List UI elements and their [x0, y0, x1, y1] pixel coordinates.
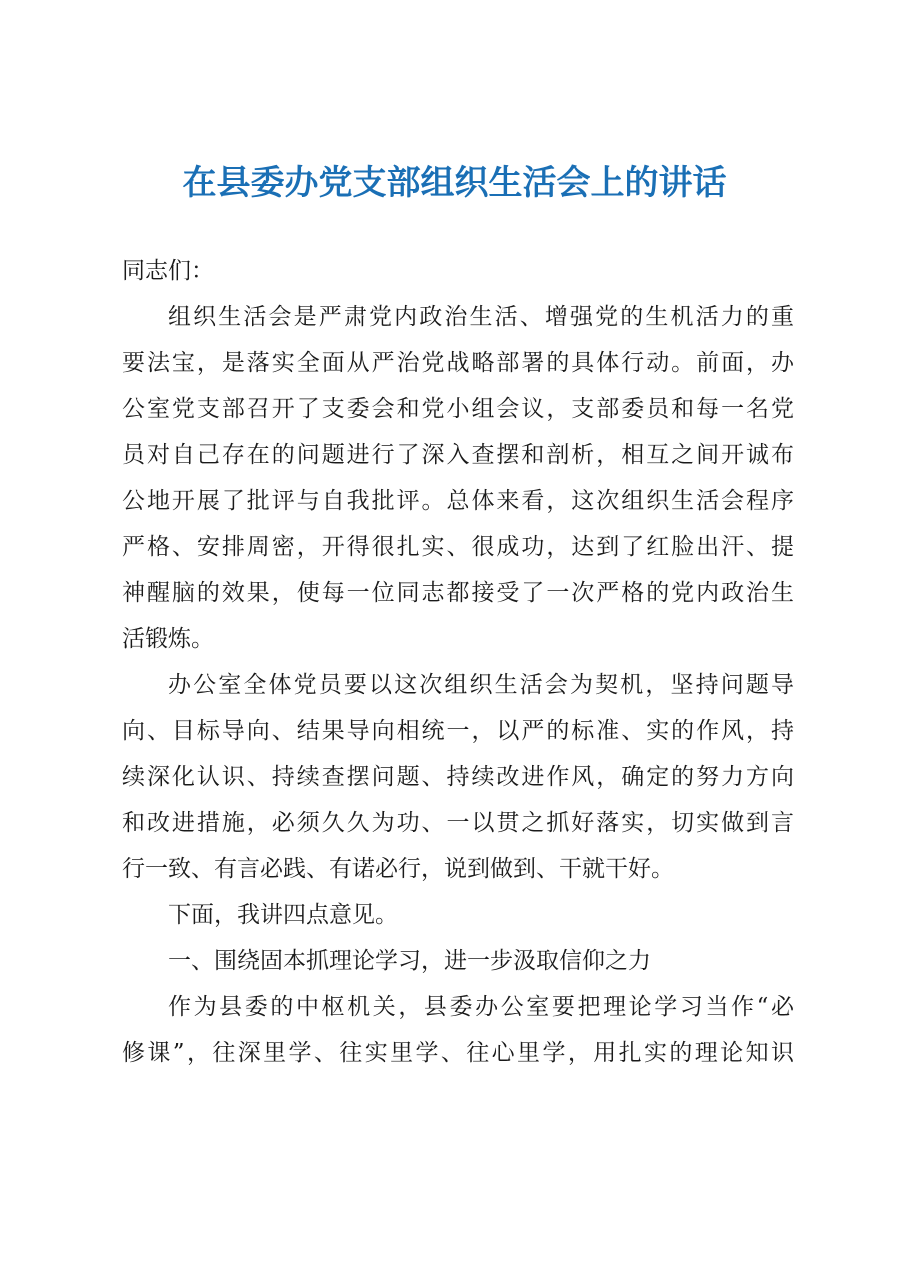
paragraph-line: 作为县委的中枢机关，县委办公室要把理论学习当作“必: [168, 994, 794, 1020]
paragraph-line: 向、目标导向、结果导向相统一，以严的标准、实的作风，持: [122, 718, 794, 744]
section-heading: [122, 938, 794, 984]
salutation: 同志们：: [122, 258, 214, 284]
paragraph-line: 行一致、有言必践、有诺必行，说到做到、干就干好。: [122, 856, 674, 882]
paragraph-line: 修课”，往深里学、往实里学、往心里学，用扎实的理论知识: [122, 1040, 794, 1066]
document-title: 在县委办党支部组织生活会上的讲话: [182, 163, 727, 203]
paragraph: [122, 294, 794, 662]
paragraph-line: 员对自己存在的问题进行了深入查摆和剖析，相互之间开诚布: [122, 442, 794, 468]
paragraph-line: 神醒脑的效果，使每一位同志都接受了一次严格的党内政治生: [122, 580, 794, 606]
paragraph-line: 要法宝，是落实全面从严治党战略部署的具体行动。前面，办: [122, 350, 794, 376]
paragraph: [122, 892, 794, 938]
paragraph-line: 组织生活会是严肃党内政治生活、增强党的生机活力的重: [168, 304, 794, 330]
paragraph-line: 公地开展了批评与自我批评。总体来看，这次组织生活会程序: [122, 488, 794, 514]
paragraph: [122, 984, 794, 1076]
paragraph-line: 和改进措施，必须久久为功、一以贯之抓好落实，切实做到言: [122, 810, 794, 836]
paragraph-line: 下面，我讲四点意见。: [168, 902, 398, 928]
paragraph-line: 严格、安排周密，开得很扎实、很成功，达到了红脸出汗、提: [122, 534, 794, 560]
document-body: [122, 248, 794, 1076]
paragraph-line: 续深化认识、持续查摆问题、持续改进作风，确定的努力方向: [122, 764, 794, 790]
paragraph: [122, 662, 794, 892]
paragraph-line: 办公室全体党员要以这次组织生活会为契机，坚持问题导: [168, 672, 794, 698]
paragraph-line: 活锻炼。: [122, 626, 214, 652]
section-heading-line: 一、围绕固本抓理论学习，进一步汲取信仰之力: [168, 948, 651, 974]
paragraph-line: 公室党支部召开了支委会和党小组会议，支部委员和每一名党: [122, 396, 794, 422]
